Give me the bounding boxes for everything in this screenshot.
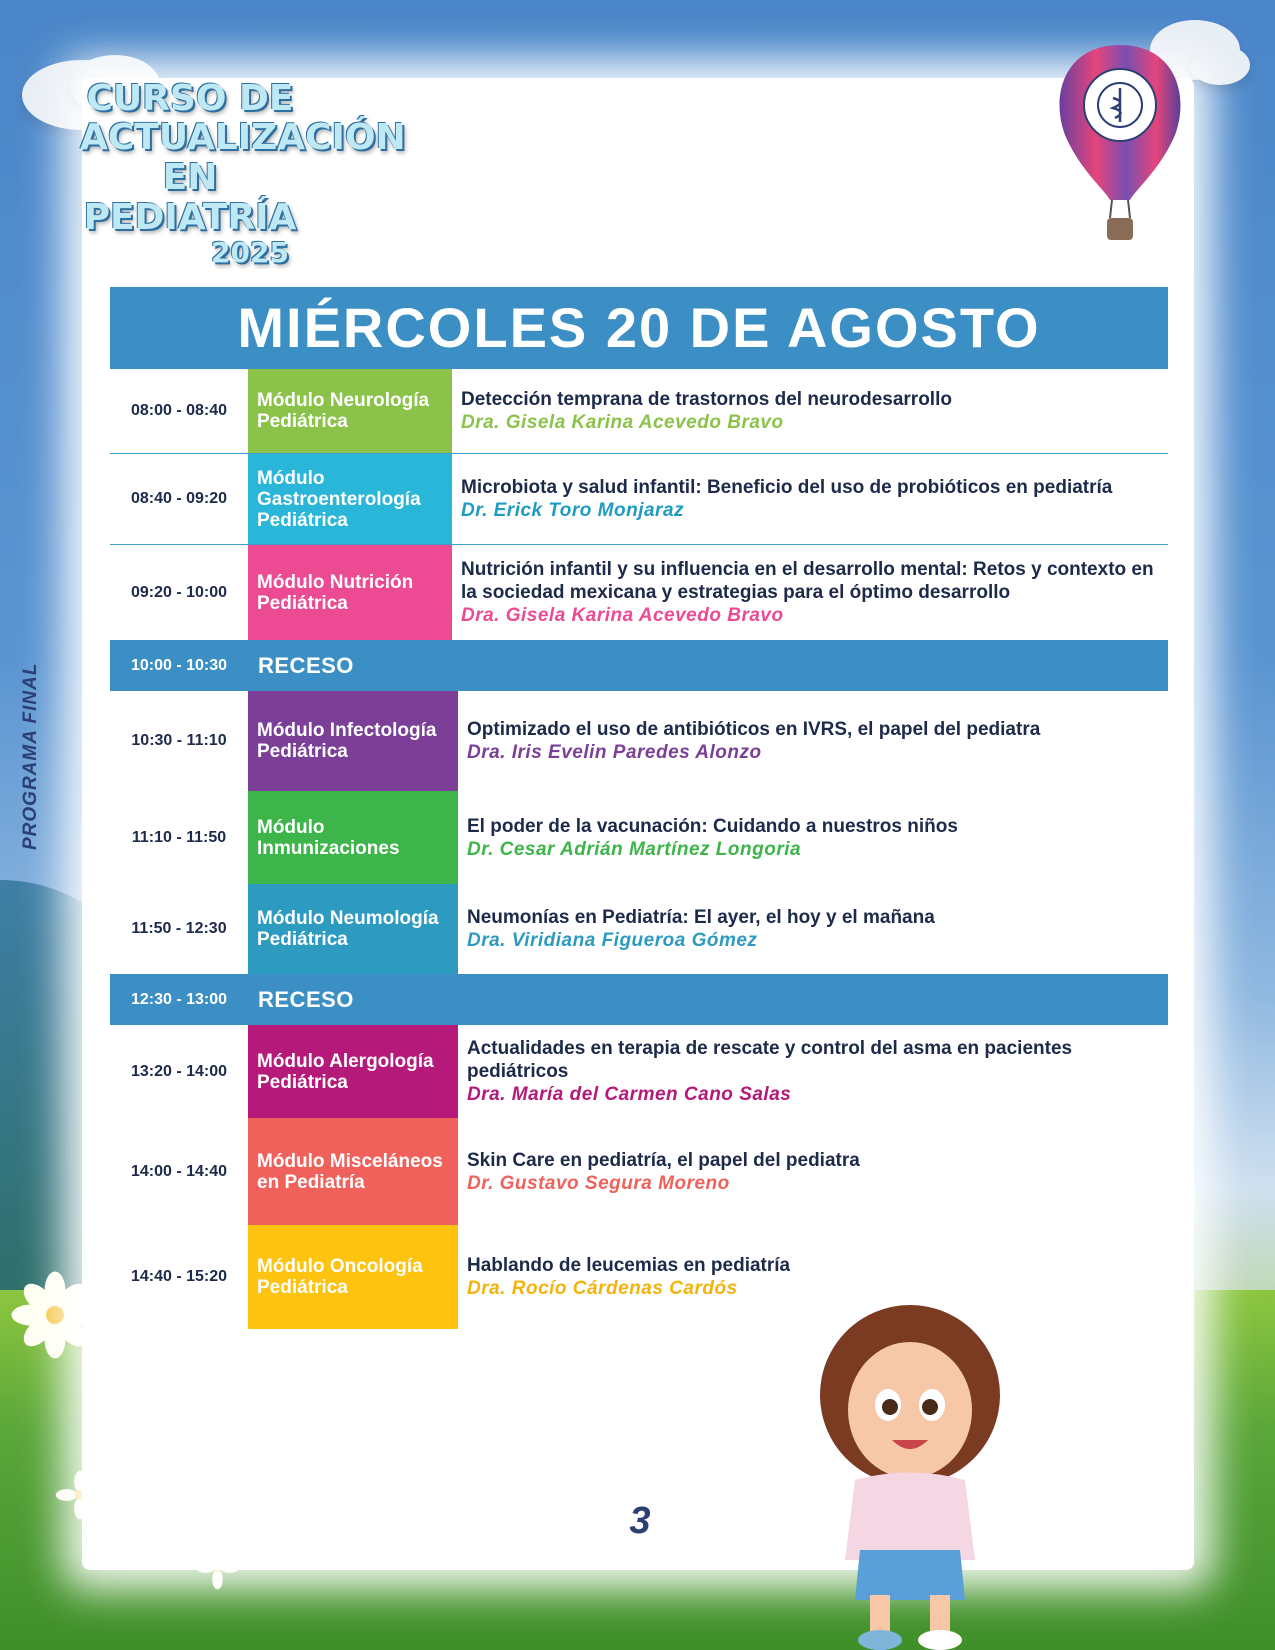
speaker-name: Dra. Gisela Karina Acevedo Bravo [461,605,784,626]
table-row [110,369,1168,454]
speaker-name: Dra. María del Carmen Cano Salas [467,1084,792,1105]
table-row [110,545,1168,640]
talk-title: Skin Care en pediatría, el papel del pediatra [467,1149,860,1171]
table-row [110,791,1168,884]
talk-title: Optimizado el uso de antibióticos en IVRS, el papel del pediatra [467,719,1041,740]
event-logo [80,78,406,269]
session-time: 10:30 - 11:10 [131,732,227,749]
speaker-name: Dr. Gustavo Segura Moreno [467,1172,730,1194]
module-cell: Módulo Misceláneos en Pediatría [248,1118,458,1225]
session-time: 08:00 - 08:40 [130,402,228,419]
table-row [110,1025,1168,1118]
logo-line-2: ACTUALIZACIÓN [80,117,406,158]
talk-title: El poder de la vacunación: Cuidando a nuestros niños [467,815,958,837]
session-time: 09:20 - 10:00 [130,583,228,601]
table-row [110,884,1168,974]
session-time: 13:20 - 14:00 [130,1062,228,1080]
recess-bar [110,640,1168,691]
speaker-name: Dra. Rocío Cárdenas Cardós [467,1278,738,1299]
talk-cell [452,454,1168,544]
page-number: 3 [629,1500,651,1542]
cloud-right-2 [1190,45,1250,85]
talk-title: Hablando de leucemias en pediatría [467,1255,791,1276]
table-row [110,691,1168,791]
recess-time: 10:00 - 10:30 [130,656,228,674]
module-cell: Módulo Inmunizaciones [248,791,458,884]
module-cell: Módulo Neurología Pediátrica [248,369,452,453]
side-label: PROGRAMA FINAL [20,662,41,850]
recess-label: RECESO [258,986,354,1012]
talk-title: Nutrición infantil y su influencia en el desarrollo mental: Retos y contexto en la sociedad mexicana y estrategias para el óptimo desarrollo [461,559,1154,603]
session-time: 11:50 - 12:30 [131,920,227,937]
recess-time: 12:30 - 13:00 [130,990,228,1008]
speaker-name: Dr. Cesar Adrián Martínez Longoria [467,838,802,860]
session-time: 14:40 - 15:20 [130,1268,228,1285]
talk-title: Detección temprana de trastornos del neurodesarrollo [461,389,952,410]
session-time: 11:10 - 11:50 [131,828,227,846]
module-cell: Módulo Alergología Pediátrica [248,1025,458,1118]
talk-cell [458,1118,1168,1225]
talk-title: Neumonías en Pediatría: El ayer, el hoy y el mañana [467,907,935,928]
module-cell: Módulo Oncología Pediátrica [248,1225,458,1329]
talk-cell [458,691,1168,791]
session-time: 14:00 - 14:40 [130,1162,228,1180]
talk-title: Actualidades en terapia de rescate y control del asma en pacientes pediátricos [467,1038,1073,1082]
girl-illustration [800,1300,1020,1650]
talk-cell [458,1025,1168,1118]
hot-air-balloon-icon [1045,40,1195,250]
module-cell: Módulo Nutrición Pediátrica [248,545,452,640]
talk-cell [452,369,1168,453]
talk-cell [458,884,1168,974]
page-title: MIÉRCOLES 20 DE AGOSTO [110,287,1168,369]
talk-title: Microbiota y salud infantil: Beneficio del uso de probióticos en pediatría [461,477,1113,498]
session-time: 08:40 - 09:20 [130,490,228,507]
table-row [110,1118,1168,1225]
module-cell: Módulo Neumología Pediátrica [248,884,458,974]
logo-line-1: CURSO DE [86,78,294,119]
speaker-name: Dra. Viridiana Figueroa Gómez [467,930,758,951]
speaker-name: Dra. Gisela Karina Acevedo Bravo [461,412,784,433]
talk-cell [452,545,1168,640]
speaker-name: Dr. Erick Toro Monjaraz [461,500,685,521]
recess-label: RECESO [258,652,354,678]
talk-cell [458,791,1168,884]
module-cell: Módulo Gastroenterología Pediátrica [248,454,452,544]
schedule-table [110,369,1168,1329]
module-cell: Módulo Infectología Pediátrica [248,691,458,791]
table-row [110,454,1168,545]
logo-line-4: 2025 [211,236,289,269]
logo-line-3: EN PEDIATRÍA [83,157,297,238]
recess-bar [110,974,1168,1025]
speaker-name: Dra. Iris Evelin Paredes Alonzo [467,742,762,763]
